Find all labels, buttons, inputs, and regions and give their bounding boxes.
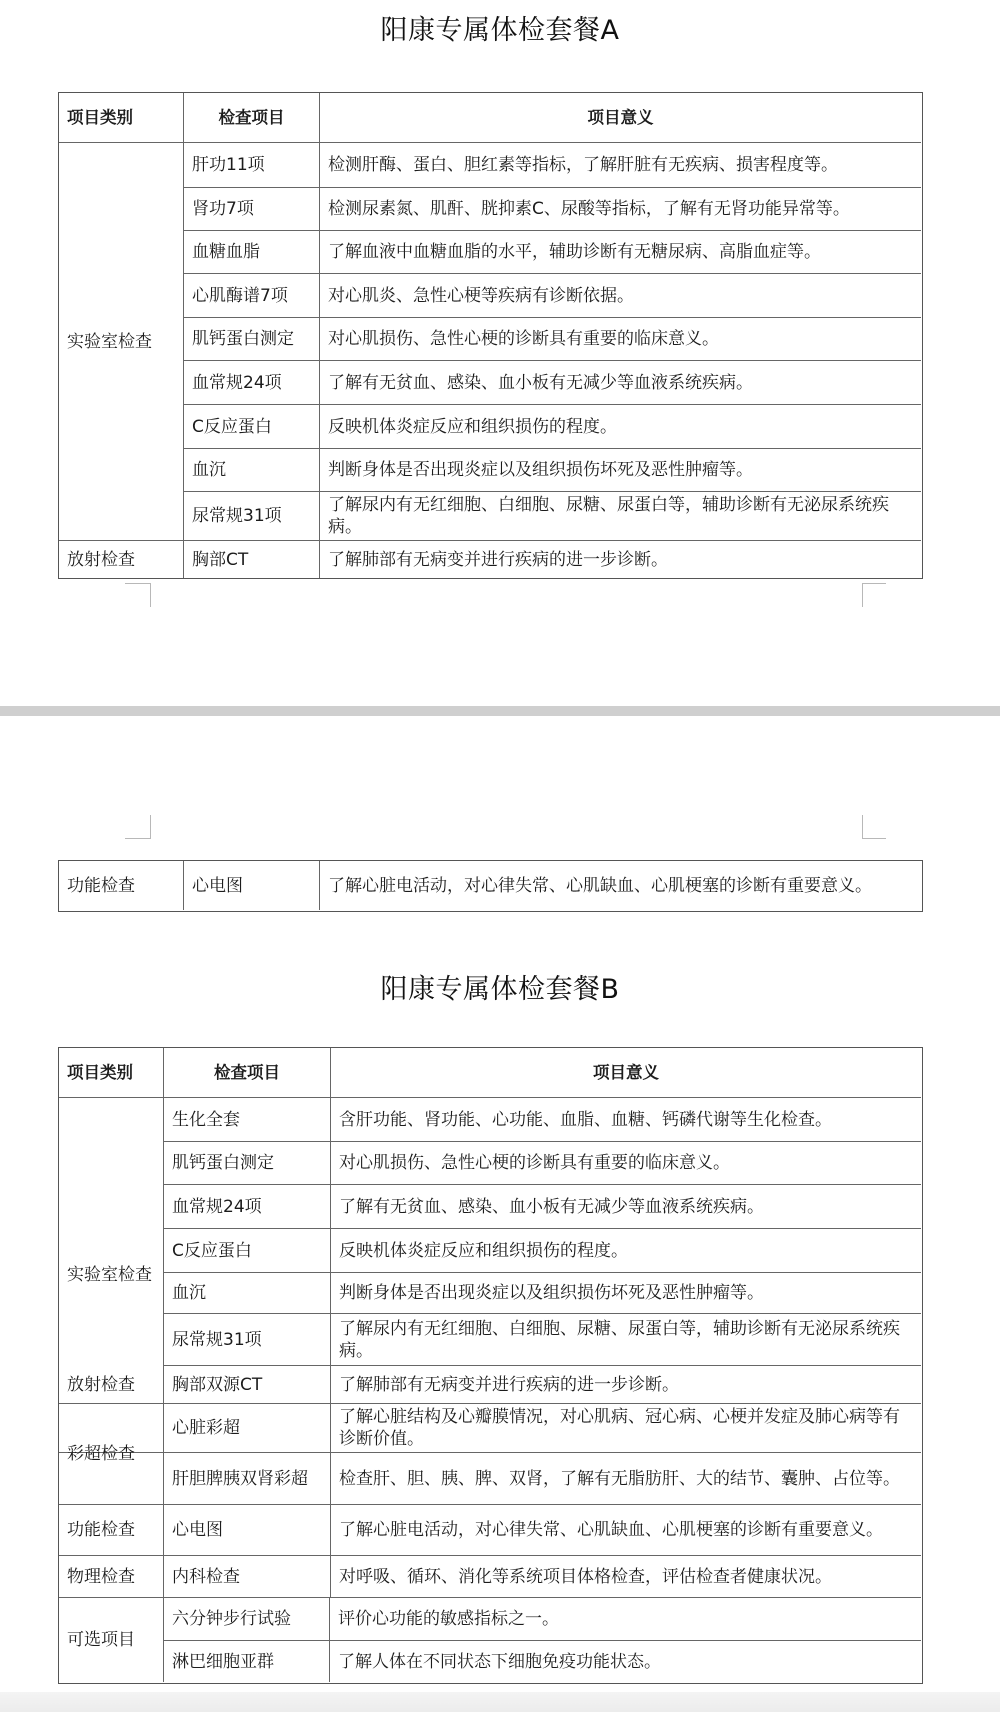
table-row-meaning: 了解有无贫血、感染、血小板有无减少等血液系统疾病。 <box>320 361 921 405</box>
table-row-meaning: 了解人体在不同状态下细胞免疫功能状态。 <box>338 1651 661 1672</box>
table-row-meaning: 了解心脏电活动，对心律失常、心肌缺血、心肌梗塞的诊断有重要意义。 <box>328 875 872 896</box>
category-cell-lab: 实验室检查 <box>59 143 184 541</box>
table-row-meaning: 了解尿内有无红细胞、白细胞、尿糖、尿蛋白等，辅助诊断有无泌尿系统疾病。 <box>331 1314 921 1366</box>
header-item: 检查项目 <box>164 1048 331 1098</box>
table-row-item: 肾功7项 <box>184 188 320 231</box>
table-row-meaning: 判断身体是否出现炎症以及组织损伤坏死及恶性肿瘤等。 <box>331 1273 921 1314</box>
table-row-meaning: 了解血液中血糖血脂的水平，辅助诊断有无糖尿病、高脂血症等。 <box>320 231 921 274</box>
header-meaning: 项目意义 <box>331 1048 921 1098</box>
table-row-meaning: 反映机体炎症反应和组织损伤的程度。 <box>320 405 921 449</box>
table-row-item: C反应蛋白 <box>184 405 320 449</box>
page-title-a: 阳康专属体检套餐A <box>380 15 620 46</box>
table-row-meaning: 检测尿素氮、肌酐、胱抑素C、尿酸等指标，了解有无肾功能异常等。 <box>320 188 921 231</box>
table-row-meaning: 了解尿内有无红细胞、白细胞、尿糖、尿蛋白等，辅助诊断有无泌尿系统疾病。 <box>320 492 921 541</box>
bottom-shadow <box>0 1692 1000 1712</box>
table-row-item: 血常规24项 <box>184 361 320 405</box>
table-row-meaning: 含肝功能、肾功能、心功能、血脂、血糖、钙磷代谢等生化检查。 <box>331 1098 921 1142</box>
category-cell-function: 功能检查 <box>59 861 184 910</box>
table-row-item: 血常规24项 <box>164 1185 331 1229</box>
page-corner-mark <box>125 583 151 607</box>
category-cell-lab: 实验室检查 <box>59 1098 164 1453</box>
table-row-item: 心脏彩超 <box>164 1404 331 1453</box>
table-row-item: C反应蛋白 <box>164 1229 331 1273</box>
page-corner-mark <box>862 583 886 607</box>
table-row-item: 内科检查 <box>164 1556 331 1598</box>
table-row-item: 肝功11项 <box>184 143 320 188</box>
table-row-item: 生化全套 <box>164 1098 331 1142</box>
table-row-item: 血沉 <box>164 1273 331 1314</box>
table-row-item: 肌钙蛋白测定 <box>184 318 320 361</box>
page-title-b: 阳康专属体检套餐B <box>380 974 620 1005</box>
table-row-meaning: 了解心脏电活动，对心律失常、心肌缺血、心肌梗塞的诊断有重要意义。 <box>331 1505 921 1556</box>
package-a-table <box>58 92 923 579</box>
table-row-meaning: 评价心功能的敏感指标之一。 <box>330 1598 921 1641</box>
table-row-meaning: 对心肌损伤、急性心梗的诊断具有重要的临床意义。 <box>331 1142 921 1185</box>
package-b-table <box>58 1047 923 1684</box>
table-row-meaning: 检查肝、胆、胰、脾、双肾，了解有无脂肪肝、大的结节、囊肿、占位等。 <box>331 1453 921 1505</box>
table-row-meaning: 对心肌炎、急性心梗等疾病有诊断依据。 <box>320 274 921 318</box>
package-a-table-continued <box>58 860 923 912</box>
table-row-item: 胸部双源CT <box>164 1366 331 1404</box>
category-cell-physical: 物理检查 <box>59 1556 164 1598</box>
table-row-item: 肌钙蛋白测定 <box>164 1142 331 1185</box>
table-row-meaning: 判断身体是否出现炎症以及组织损伤坏死及恶性肿瘤等。 <box>320 449 921 492</box>
table-row-item: 心电图 <box>184 861 320 910</box>
table-row-item: 血糖血脂 <box>184 231 320 274</box>
table-row-meaning: 对心肌损伤、急性心梗的诊断具有重要的临床意义。 <box>320 318 921 361</box>
category-cell-function: 功能检查 <box>59 1505 164 1556</box>
header-item: 检查项目 <box>184 93 320 143</box>
table-row-item: 淋巴细胞亚群 <box>164 1641 330 1682</box>
table-row-meaning: 了解肺部有无病变并进行疾病的进一步诊断。 <box>331 1366 921 1404</box>
table-row-meaning: 了解有无贫血、感染、血小板有无减少等血液系统疾病。 <box>331 1185 921 1229</box>
table-row-meaning: 反映机体炎症反应和组织损伤的程度。 <box>331 1229 921 1273</box>
header-meaning: 项目意义 <box>320 93 921 143</box>
table-row-item: 六分钟步行试验 <box>164 1598 330 1641</box>
table-row-item: 心电图 <box>164 1505 331 1556</box>
category-cell-optional: 可选项目 <box>59 1598 164 1682</box>
table-row-item: 尿常规31项 <box>184 492 320 541</box>
table-row-item: 胸部CT <box>184 541 320 578</box>
category-cell-ultrasound: 彩超检查 <box>59 1404 164 1505</box>
table-row-meaning: 对呼吸、循环、消化等系统项目体格检查，评估检查者健康状况。 <box>331 1556 921 1598</box>
table-row-item: 血沉 <box>184 449 320 492</box>
table-row-meaning: 检测肝酶、蛋白、胆红素等指标，了解肝脏有无疾病、损害程度等。 <box>320 143 921 188</box>
page-corner-mark <box>862 815 886 839</box>
page-break-bar <box>0 706 1000 716</box>
table-row-item: 肝胆脾胰双肾彩超 <box>164 1453 331 1505</box>
table-row-item: 尿常规31项 <box>164 1314 331 1366</box>
category-cell-radiology: 放射检查 <box>59 541 184 578</box>
header-category: 项目类别 <box>59 93 184 143</box>
page-corner-mark <box>125 815 151 839</box>
header-category: 项目类别 <box>59 1048 164 1098</box>
table-row-item: 心肌酶谱7项 <box>184 274 320 318</box>
category-cell-radiology: 放射检查 <box>59 1366 164 1404</box>
table-row-meaning: 了解肺部有无病变并进行疾病的进一步诊断。 <box>328 549 668 570</box>
table-row-meaning: 了解心脏结构及心瓣膜情况，对心肌病、冠心病、心梗并发症及肺心病等有诊断价值。 <box>331 1404 921 1453</box>
